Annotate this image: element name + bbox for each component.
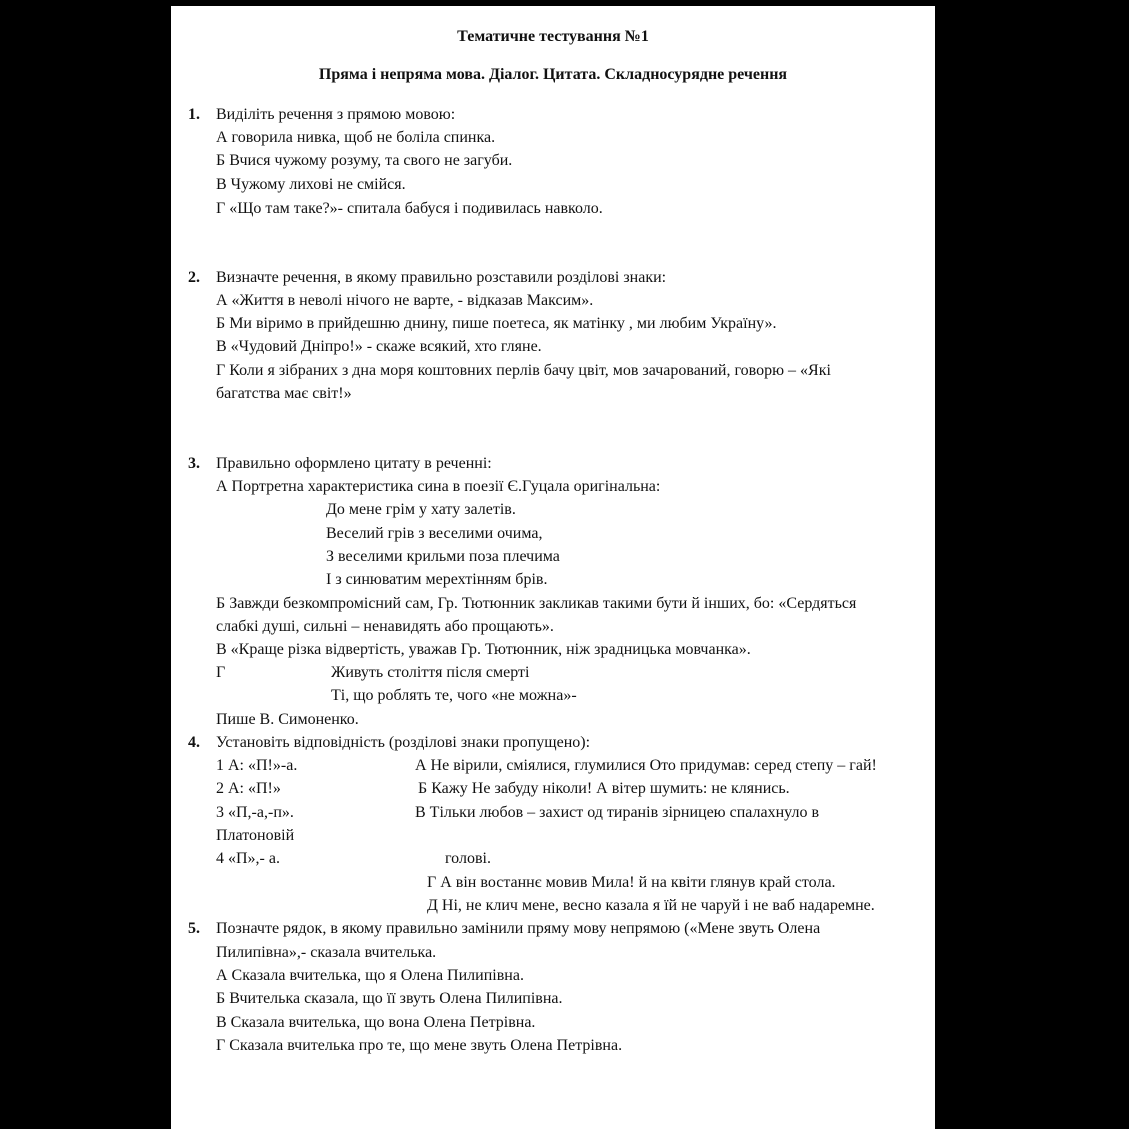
q2-text: Визначте речення, в якому правильно розставили розділові знаки:	[216, 269, 667, 286]
q4-right-a: А Не вірили, сміялися, глумилися Ото придумав: серед степу – гай!	[415, 757, 877, 774]
q2-option-c: В «Чудовий Дніпро!» - скаже всякий, хто гляне.	[216, 338, 542, 355]
q4-left-3: 3 «П,-а,-п».	[216, 804, 294, 821]
q5-number: 5.	[188, 920, 200, 937]
q1-option-c: В Чужому лихові не смійся.	[216, 176, 406, 193]
q5-text-line1: Позначте рядок, в якому правильно замінили пряму мову непрямою («Мене звуть Олена	[216, 920, 821, 937]
q3-option-b-line1: Б Завжди безкомпромісний сам, Гр. Тютюнник закликав такими бути й інших, бо: «Сердяться	[216, 595, 857, 612]
q2-option-b: Б Ми віримо в прийдешню днину, пише поетеса, як матінку , ми любим Україну».	[216, 315, 777, 332]
q1-text: Виділіть речення з прямою мовою:	[216, 106, 456, 123]
document-page	[171, 6, 935, 1129]
q3-option-d-line2: Ті, що роблять те, чого «не можна»-	[331, 687, 577, 704]
q4-left-1: 1 А: «П!»-а.	[216, 757, 298, 774]
q5-option-a: А Сказала вчителька, що я Олена Пилипівна.	[216, 967, 524, 984]
q2-option-d-line2: багатства має світ!»	[216, 385, 352, 402]
q3-poem-line3: З веселими крильми поза плечима	[326, 548, 560, 565]
q3-option-c: В «Краще різка відвертість, уважав Гр. Тютюнник, ніж зрадницька мовчанка».	[216, 641, 751, 658]
q1-option-b: Б Вчися чужому розуму, та свого не загуби.	[216, 152, 513, 169]
q3-option-d-line1: Живуть століття після смерті	[331, 664, 530, 681]
q5-option-b: Б Вчителька сказала, що її звуть Олена Пилипівна.	[216, 990, 563, 1007]
q4-left-4: 4 «П»,- а.	[216, 850, 280, 867]
q3-text: Правильно оформлено цитату в реченні:	[216, 455, 492, 472]
q4-right-g: Г А він востаннє мовив Мила! й на квіти глянув край стола.	[427, 874, 836, 891]
q1-number: 1.	[188, 106, 200, 123]
q4-left-2: 2 А: «П!»	[216, 780, 281, 797]
q4-right-d: Д Ні, не клич мене, весно казала я їй не чаруй і не ваб надаремне.	[427, 897, 875, 914]
q3-number: 3.	[188, 455, 200, 472]
q3-poem-line4: І з синюватим мерехтінням брів.	[326, 571, 548, 588]
q3-option-d-letter: Г	[216, 664, 226, 681]
q5-option-d: Г Сказала вчителька про те, що мене звуть Олена Петрівна.	[216, 1037, 623, 1054]
q3-poem-line1: До мене грім у хату залетів.	[326, 501, 516, 518]
q1-option-d: Г «Що там таке?»- спитала бабуся і подивилась навколо.	[216, 200, 603, 217]
q4-text: Установіть відповідність (розділові знаки пропущено):	[216, 734, 591, 751]
doc-subtitle: Пряма і непряма мова. Діалог. Цитата. Складносурядне речення	[318, 66, 788, 83]
q4-right-v: В Тільки любов – захист од тиранів зірницею спалахнуло в	[415, 804, 820, 821]
q2-option-d-line1: Г Коли я зібраних з дна моря коштовних перлів бачу цвіт, мов зачарований, говорю – «Які	[216, 362, 831, 379]
q4-right-b: Б Кажу Не забуду ніколи! А вітер шумить: не клянись.	[418, 780, 790, 797]
q3-option-d-line3: Пише В. Симоненко.	[216, 711, 359, 728]
q3-option-a: А Портретна характеристика сина в поезії Є.Гуцала оригінальна:	[216, 478, 661, 495]
q4-number: 4.	[188, 734, 200, 751]
q4-right-v-cont: голові.	[445, 850, 491, 867]
q5-text-line2: Пилипівна»,- сказала вчителька.	[216, 944, 437, 961]
q1-option-a: А говорила нивка, щоб не боліла спинка.	[216, 129, 496, 146]
q3-option-b-line2: слабкі душі, сильні – ненавидять або прощають».	[216, 618, 554, 635]
q4-left-3-cont: Платоновій	[216, 827, 295, 844]
q2-option-a: А «Життя в неволі нічого не варте, - відказав Максим».	[216, 292, 594, 309]
q3-poem-line2: Веселий грів з веселими очима,	[326, 525, 543, 542]
q5-option-c: В Сказала вчителька, що вона Олена Петрівна.	[216, 1014, 536, 1031]
q2-number: 2.	[188, 269, 200, 286]
doc-title: Тематичне тестування №1	[457, 28, 649, 45]
